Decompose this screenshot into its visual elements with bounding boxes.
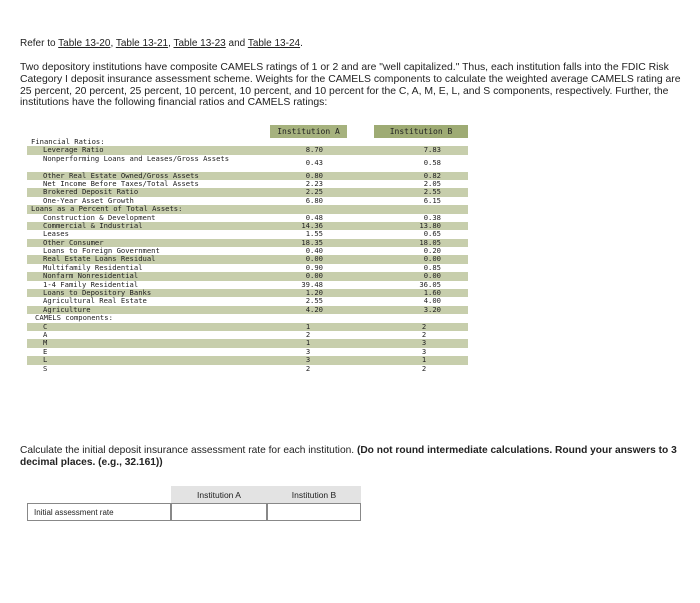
institution-a-value: 1 (305, 338, 311, 348)
column-header-institution-b: Institution B (374, 125, 468, 138)
row-label: Agriculture (43, 304, 91, 314)
table-row (27, 297, 468, 305)
institution-b-value: 1 (421, 355, 427, 365)
institution-b-value: 1.60 (423, 288, 441, 298)
row-label: Real Estate Loans Residual (43, 254, 156, 264)
institution-a-value: 0.48 (305, 212, 323, 222)
institution-b-value: 6.15 (423, 195, 441, 205)
problem-intro: Two depository institutions have composite CAMELS ratings of 1 or 2 and are "well capitalized." Thus, each institution falls into the FDIC Risk Category I deposit insurance assessment scheme. Weights for the CAMELS components to calculate the weighted average CAMELS rating are 25 percent, 20 percent, 25 percent, 10 percent, 10 percent, and 10 percent for the C, A, M, E, L, and S components, respectively. Further, the institutions have the following financial ratios and CAMELS ratings: (20, 62, 681, 109)
reference-line (20, 38, 303, 49)
institution-b-value: 3 (421, 338, 427, 348)
institution-b-value: 0.20 (423, 246, 441, 256)
institution-a-value: 2 (305, 330, 311, 339)
institution-b-value: 0.65 (423, 229, 441, 239)
institution-b-value: 0.85 (423, 262, 441, 272)
institution-b-value: 0.58 (423, 157, 441, 167)
institution-a-value: 2.25 (305, 187, 323, 197)
table-row (27, 356, 468, 364)
answer-header-institution-a: Institution A (171, 486, 267, 503)
answer-header-institution-b: Institution B (267, 486, 361, 503)
institution-a-value: 1.55 (305, 229, 323, 239)
question-instructions: (Do not round intermediate calculations. Round your answers to 3 decimal places. (e.g., 32.161)) (20, 445, 677, 468)
row-label: Leases (43, 229, 69, 239)
row-label: Loans to Depository Banks (43, 288, 152, 298)
row-label: Loans as a Percent of Total Assets: (31, 204, 183, 214)
table-13-20-link[interactable]: Table 13-20 (58, 38, 111, 49)
institution-a-value: 0.90 (305, 262, 323, 272)
answer-row-label: Initial assessment rate (27, 503, 171, 521)
row-label: E (43, 346, 48, 356)
institution-b-value: 0.82 (423, 170, 441, 180)
institution-b-value: 2.55 (423, 187, 441, 197)
table-row (27, 323, 468, 331)
institution-b-value: 4.00 (423, 296, 441, 306)
question-text: Calculate the initial deposit insurance assessment rate for each institution. (20, 445, 357, 456)
institution-a-value: 0.00 (305, 271, 323, 281)
institution-b-value: 2 (421, 363, 427, 373)
row-label: Net Income Before Taxes/Total Assets (43, 178, 199, 188)
institution-b-value: 3 (421, 346, 427, 356)
institution-a-value: 39.48 (301, 279, 323, 289)
row-label: Financial Ratios: (31, 137, 105, 146)
institution-b-rate-input[interactable] (267, 503, 361, 521)
row-label: Commercial & Industrial (43, 220, 143, 230)
institution-a-value: 1.20 (305, 288, 323, 298)
institution-b-value: 7.83 (423, 145, 441, 155)
institution-b-value: 18.05 (419, 237, 441, 247)
institution-a-value: 2.23 (305, 178, 323, 188)
institution-a-value: 18.35 (301, 237, 323, 247)
table-row (27, 222, 468, 230)
institution-a-value: 4.20 (305, 304, 323, 314)
institution-a-rate-input[interactable] (171, 503, 267, 521)
institution-b-value: 2 (421, 321, 427, 331)
table-13-24-link[interactable]: Table 13-24 (247, 38, 301, 49)
institution-a-value: 1 (305, 321, 311, 331)
institution-b-value: 0.00 (423, 271, 441, 281)
table-body (27, 138, 468, 373)
institution-b-value: 13.80 (419, 220, 441, 230)
column-header-institution-a: Institution A (270, 125, 347, 138)
table-13-21-link[interactable]: Table 13-21 (115, 38, 169, 49)
row-label: 1-4 Family Residential (43, 279, 139, 289)
question (20, 445, 688, 469)
institution-a-value: 14.36 (301, 220, 323, 230)
refer-separator: and (225, 38, 248, 49)
row-label: Agricultural Real Estate (43, 296, 147, 306)
table-row (27, 331, 468, 339)
refer-separator: , (168, 38, 174, 49)
institution-b-value: 3.20 (423, 304, 441, 314)
row-label: Construction & Development (43, 212, 156, 222)
refer-suffix: . (300, 38, 303, 49)
table-row (27, 314, 468, 322)
row-label: Multifamily Residential (43, 262, 143, 272)
table-row (27, 348, 468, 356)
institution-b-value: 36.05 (419, 279, 441, 289)
table-row (27, 155, 468, 172)
row-label: S (43, 363, 48, 373)
row-label: Nonfarm Nonresidential (43, 271, 139, 281)
institution-b-value: 0.38 (423, 212, 441, 222)
institution-a-value: 3 (305, 346, 311, 356)
institution-a-value: 0.43 (305, 157, 323, 167)
institution-b-value: 2 (421, 330, 427, 339)
row-label: Nonperforming Loans and Leases/Gross Assets (43, 153, 230, 163)
row-label: C (43, 321, 48, 331)
row-label: Other Consumer (43, 237, 104, 247)
row-label: L (43, 355, 48, 365)
row-label: Other Real Estate Owned/Gross Assets (43, 170, 199, 180)
row-label: CAMELS components: (35, 313, 113, 323)
refer-prefix: Refer to (20, 38, 59, 49)
refer-separator: , (110, 38, 116, 49)
row-label: One-Year Asset Growth (43, 195, 134, 205)
row-label: Leverage Ratio (43, 145, 104, 155)
institution-b-value: 2.05 (423, 178, 441, 188)
table-13-23-link[interactable]: Table 13-23 (173, 38, 226, 49)
institution-a-value: 2.55 (305, 296, 323, 306)
institution-a-value: 3 (305, 355, 311, 365)
institution-a-value: 8.70 (305, 145, 323, 155)
institution-a-value: 6.80 (305, 195, 323, 205)
table-row (27, 365, 468, 373)
institution-a-value: 0.40 (305, 246, 323, 256)
table-row (27, 339, 468, 347)
row-label: Loans to Foreign Government (43, 246, 160, 256)
institution-a-value: 0.80 (305, 170, 323, 180)
institution-a-value: 0.00 (305, 254, 323, 264)
row-label: M (43, 338, 48, 348)
institution-b-value: 0.00 (423, 254, 441, 264)
row-label: Brokered Deposit Ratio (43, 187, 139, 197)
row-label: A (43, 330, 48, 339)
institution-a-value: 2 (305, 363, 311, 373)
